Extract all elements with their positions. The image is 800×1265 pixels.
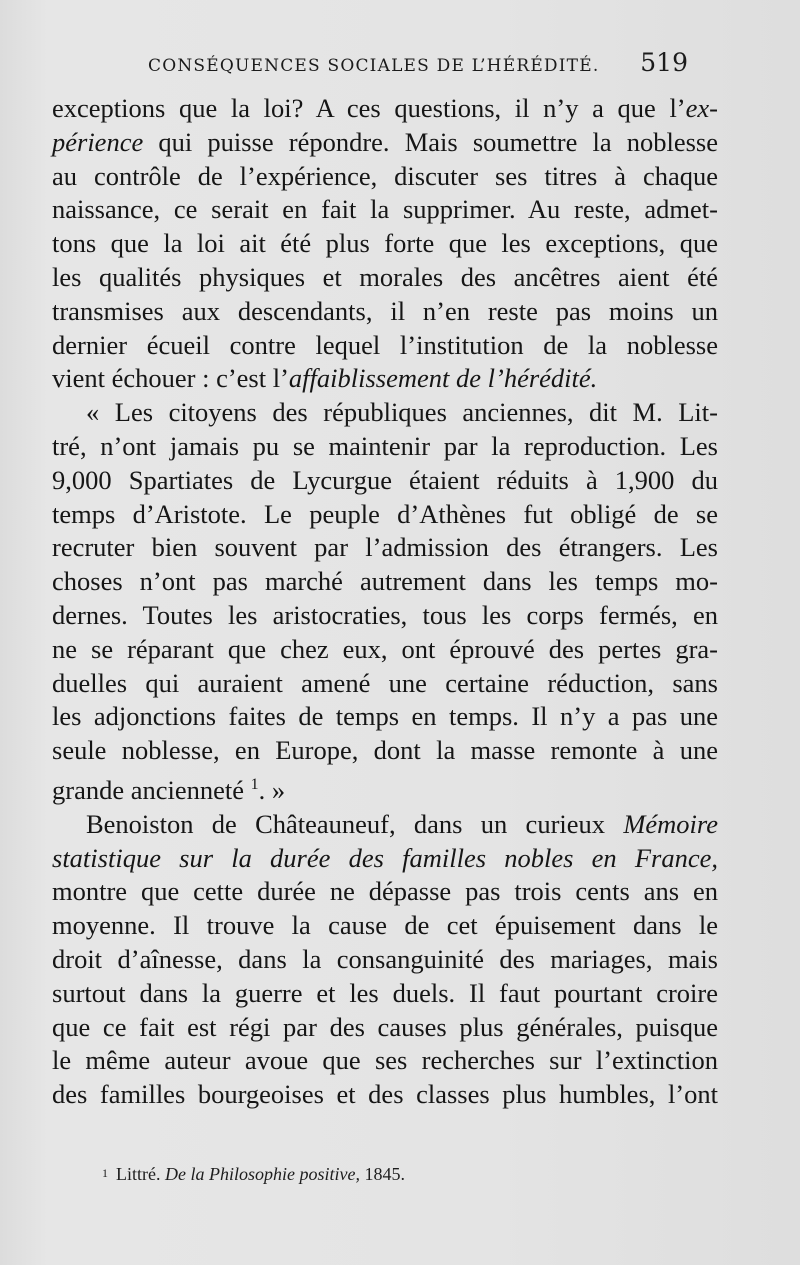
text-line: seule noblesse, en Europe, dont la masse remonte à une bbox=[52, 735, 718, 766]
text-line: montre que cette durée ne dépasse pas trois cents ans en bbox=[52, 876, 718, 907]
text-line: grande ancienneté $^1$. » bbox=[52, 774, 286, 805]
body-text bbox=[52, 92, 718, 1112]
text-line: Benoiston de Châteauneuf, dans un curieux Mémoire bbox=[86, 808, 718, 839]
text-line: que ce fait est régi par des causes plus générales, puisque bbox=[52, 1011, 718, 1042]
text-line: les qualités physiques et morales des ancêtres aient été bbox=[52, 261, 718, 292]
text-line: des familles bourgeoises et des classes plus humbles, l’ont bbox=[52, 1079, 718, 1110]
text-line: tré, n’ont jamais pu se maintenir par la reproduction. Les bbox=[52, 430, 718, 461]
text-line: vient échouer : c’est l’affaiblissement de l’hérédité. bbox=[52, 363, 598, 394]
text-line: tons que la loi ait été plus forte que les exceptions, que bbox=[52, 228, 718, 259]
text-line: statistique sur la durée des familles nobles en France, bbox=[52, 842, 718, 873]
text-line: droit d’aînesse, dans la consanguinité des mariages, mais bbox=[52, 943, 718, 974]
footnote-title: De la Philosophie positive, bbox=[164, 1164, 360, 1184]
text-line: « Les citoyens des républiques anciennes, dit M. Lit- bbox=[86, 397, 718, 428]
text-line: 9,000 Spartiates de Lycurgue étaient réduits à 1,900 du bbox=[52, 464, 718, 495]
text-line: duelles qui auraient amené une certaine réduction, sans bbox=[52, 667, 718, 698]
text-line: ne se réparant que chez eux, ont éprouvé des pertes gra- bbox=[52, 633, 718, 664]
text-line: les adjonctions faites de temps en temps. Il n’y a pas une bbox=[52, 701, 718, 732]
running-title: CONSÉQUENCES SOCIALES DE L’HÉRÉDITÉ. bbox=[148, 56, 600, 76]
footnote-author: Littré. bbox=[116, 1164, 161, 1184]
text-line: moyenne. Il trouve la cause de cet épuisement dans le bbox=[52, 910, 718, 941]
page-header bbox=[140, 48, 700, 82]
text-line: transmises aux descendants, il n’en reste pas moins un bbox=[52, 295, 718, 326]
text-line: surtout dans la guerre et les duels. Il faut pourtant croire bbox=[52, 977, 718, 1008]
text-line: temps d’Aristote. Le peuple d’Athènes fut obligé de se bbox=[52, 498, 718, 529]
text-line: dernier écueil contre lequel l’institution de la noblesse bbox=[52, 329, 718, 360]
text-line: choses n’ont pas marché autrement dans les temps mo- bbox=[52, 566, 718, 597]
footnote-reference: 1 bbox=[250, 775, 259, 793]
text-line: périence qui puisse répondre. Mais soumettre la noblesse bbox=[52, 126, 718, 157]
text-line: recruter bien souvent par l’admission des étrangers. Les bbox=[52, 532, 718, 563]
page-number: 519 bbox=[640, 48, 688, 77]
text-line: dernes. Toutes les aristocraties, tous les corps fermés, en bbox=[52, 599, 718, 630]
footnote-marker: 1 bbox=[102, 1166, 108, 1180]
footnote bbox=[102, 1164, 405, 1185]
footnote-year: 1845. bbox=[364, 1164, 405, 1184]
text-line: naissance, ce serait en fait la supprimer. Au reste, admet- bbox=[52, 194, 718, 225]
text-line: exceptions que la loi? A ces questions, il n’y a que l’ex- bbox=[52, 93, 718, 123]
text-line: le même auteur avoue que ses recherches sur l’extinction bbox=[52, 1045, 718, 1076]
text-line: au contrôle de l’expérience, discuter ses titres à chaque bbox=[52, 160, 718, 191]
